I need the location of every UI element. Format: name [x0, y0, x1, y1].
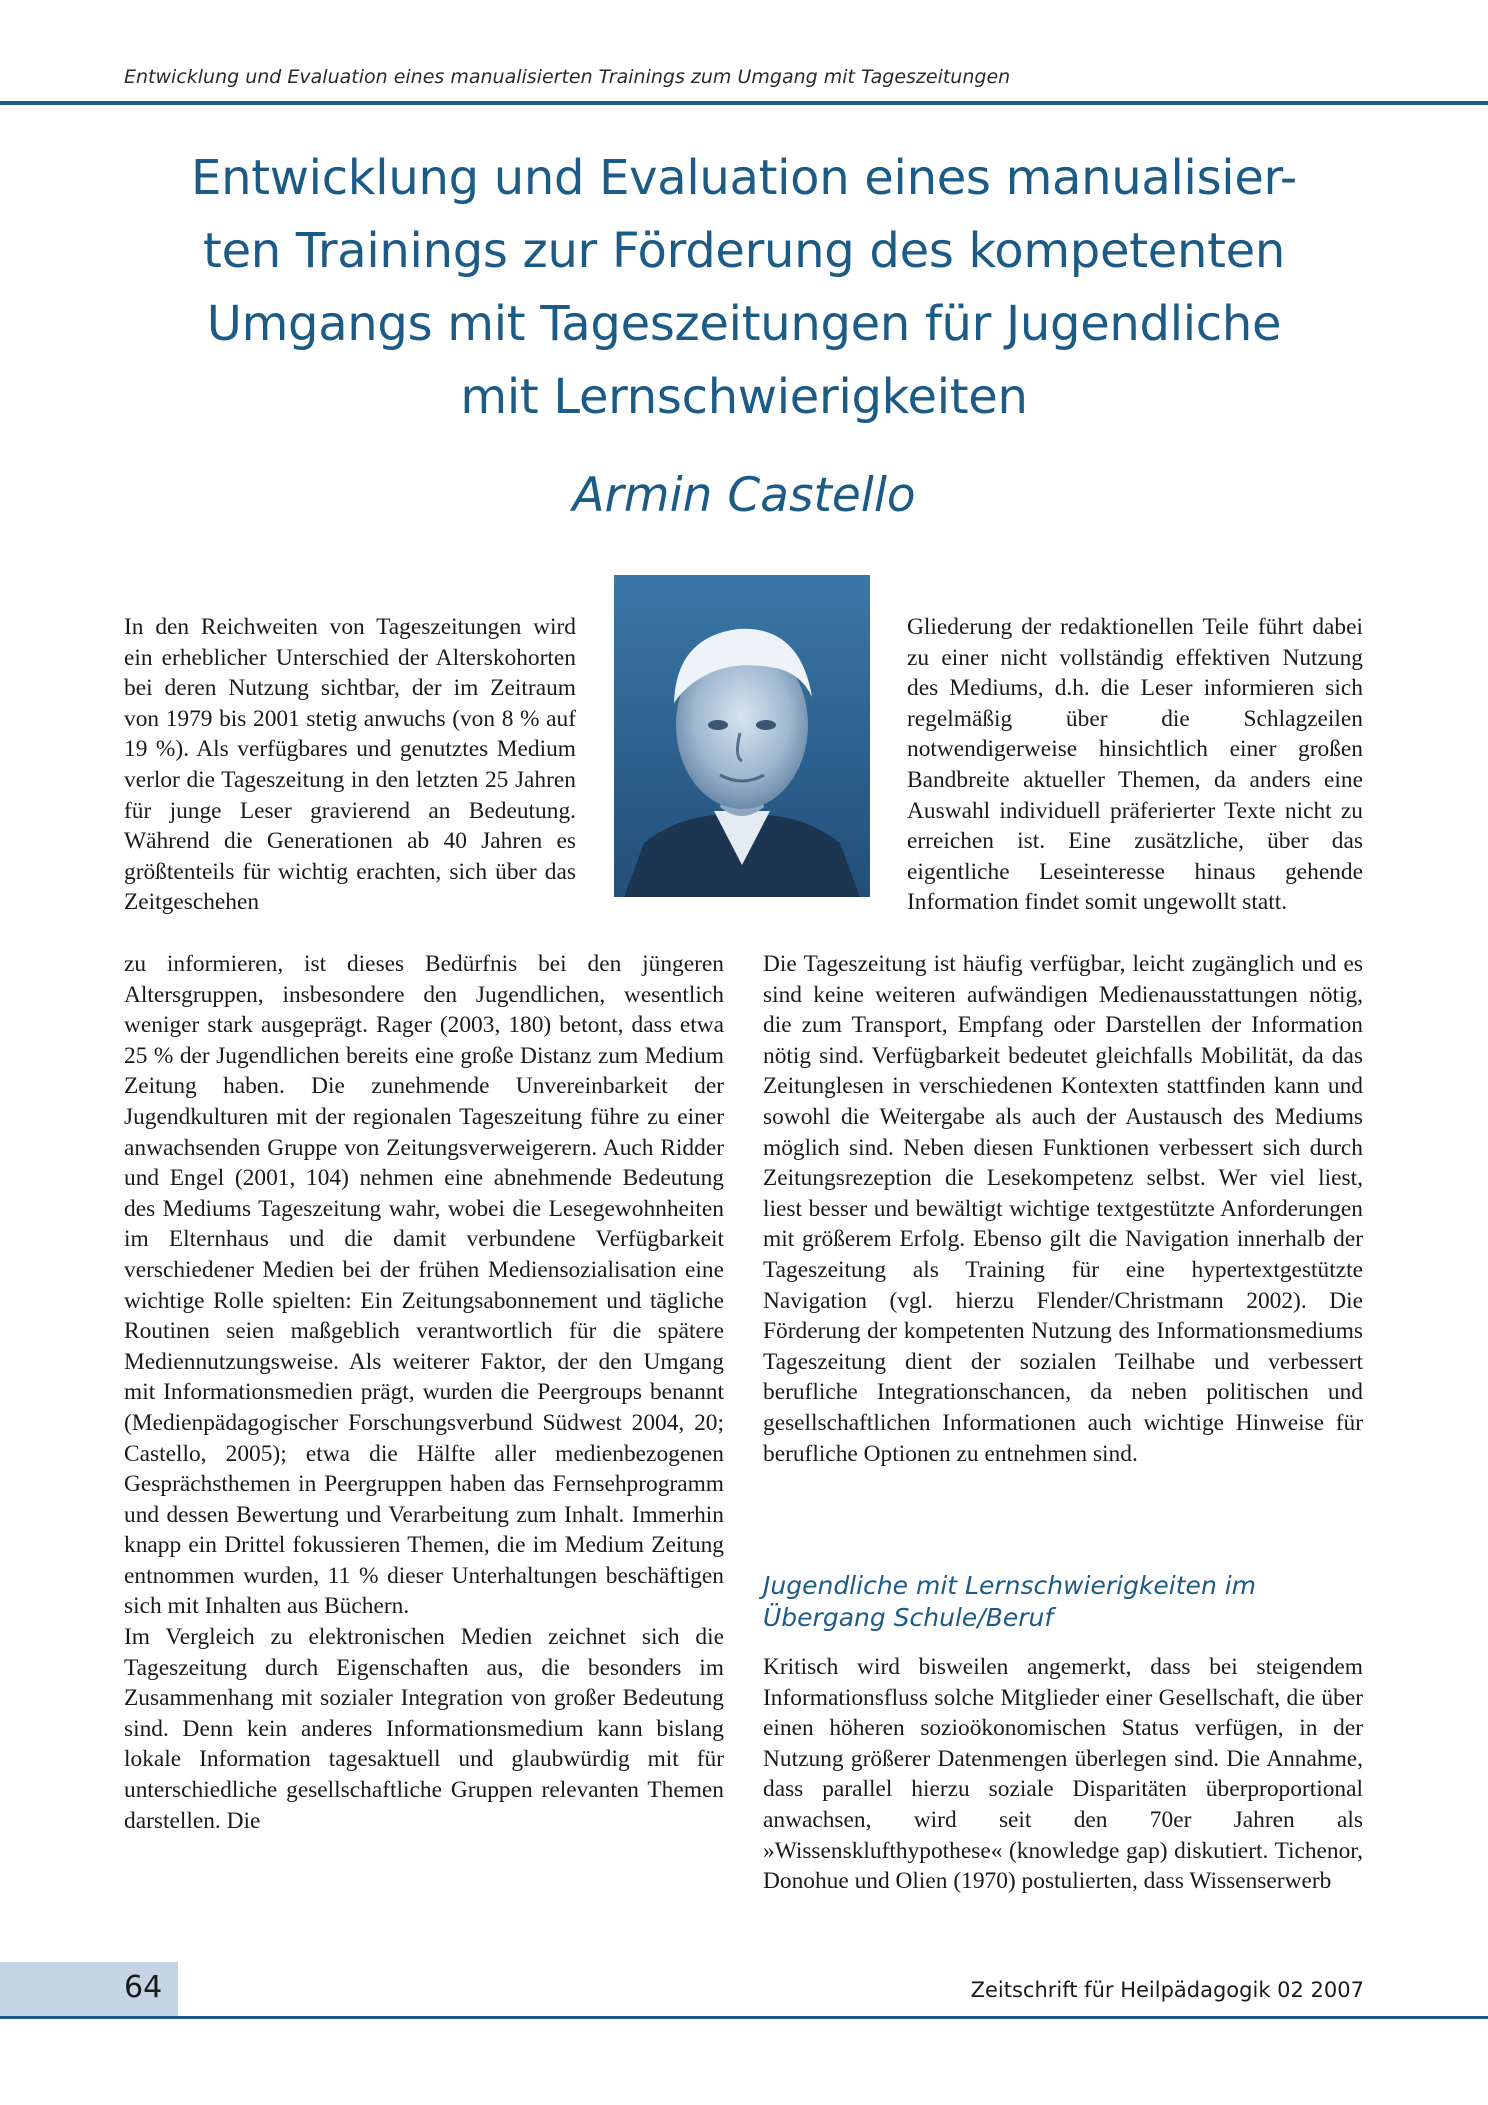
paragraph: Kritisch wird bisweilen angemerkt, dass bei steigendem Informationsfluss solche Mitglieder einer Gesellschaft, die über einen höheren sozioökonomischen Status verfügen, in der Nutzung größerer Datenmengen überlegen sind. Die Annahme, dass parallel hierzu soziale Disparitäten überproportional anwachsen, wird seit den 70er Jahren als »Wissensklufthypothese« (knowledge gap) diskutiert. Tichenor, Donohue und Olien (1970) postulierten, dass Wissenserwerb — [763, 1654, 1363, 1895]
right-column-bottom — [763, 949, 1363, 1469]
page-number: 64 — [124, 1970, 163, 2005]
header-rule — [0, 101, 1488, 105]
paragraph: In den Reichweiten von Tageszeitungen wird ein erheblicher Unterschied der Alterskohorten bei deren Nutzung sichtbar, der im Zeitraum von 1979 bis 2001 stetig anwuchs (von 8 % auf 19 %). Als verfügbares und genutztes Medium verlor die Tageszeitung in den letzten 25 Jahren für junge Leser gravierend an Bedeutung. Während die Generationen ab 40 Jahren es größtenteils für wichtig erachten, sich über das Zeitgeschehen — [124, 614, 576, 916]
paragraph: Die Tageszeitung ist häufig verfügbar, leicht zugänglich und es sind keine weiteren aufwändigen Medienausstattungen nötig, die zum Transport, Empfang oder Darstellen der Information nötig sind. Verfügbarkeit bedeutet gleichfalls Mobilität, da das Zeitunglesen in verschiedenen Kontexten stattfinden kann und sowohl die Weitergabe als auch der Austausch des Mediums möglich sind. Neben diesen Funktionen verbessert sich durch Zeitungsrezeption die Lesekompetenz selbst. Wer viel liest, liest besser und bewältigt wichtige textgestützte Anforderungen mit größerem Erfolg. Ebenso gilt die Navigation innerhalb der Tageszeitung als Training für eine hypertextgestützte Navigation (vgl. hierzu Flender/Christmann 2002). Die Förderung der kompetenten Nutzung des Informationsmediums Tageszeitung dient der sozialen Teilhabe und verbessert berufliche Integrationschancen, da neben politischen und gesellschaftlichen Informationen auch wichtige Hinweise für berufliche Optionen zu entnehmen sind. — [763, 951, 1363, 1467]
section-body — [763, 1652, 1363, 1897]
paragraph: zu informieren, ist dieses Bedürfnis bei den jüngeren Altersgruppen, insbesondere den Jugendlichen, wesentlich weniger stark ausgeprägt. Rager (2003, 180) betont, dass etwa 25 % der Jugendlichen bereits eine große Distanz zum Medium Zeitung haben. Die zunehmende Unvereinbarkeit der Jugendkulturen mit der regionalen Tageszeitung führe zu einer anwachsenden Gruppe von Zeitungsverweigerern. Auch Ridder und Engel (2001, 104) nehmen eine abnehmende Bedeutung des Mediums Tageszeitung wahr, wobei die Lesegewohnheiten im Elternhaus und die damit verbundene Verfügbarkeit verschiedener Medien bei der frühen Mediensozialisation eine wichtige Rolle spielten: Ein Zeitungsabonnement und tägliche Routinen seien maßgeblich verantwortlich für die spätere Mediennutzungsweise. Als weiterer Faktor, der den Umgang mit Informationsmedien prägt, wurden die Peergroups benannt (Medienpädagogischer Forschungsverbund Südwest 2004, 20; Castello, 2005); etwa die Hälfte aller medienbezogenen Gesprächsthemen in Peergruppen haben das Fernsehprogramm und dessen Bewertung und Verarbeitung zum Inhalt. Immerhin knapp ein Drittel fokussieren Themen, die im Medium Zeitung entnommen wurden, 11 % dieser Unterhaltungen beschäftigen sich mit Inhalten aus Büchern. — [124, 951, 724, 1620]
title-line: mit Lernschwierigkeiten — [460, 369, 1028, 425]
author-photo — [614, 575, 870, 897]
paragraph: Im Vergleich zu elektronischen Medien zeichnet sich die Tageszeitung durch Eigenschaften aus, die besonders im Zusammenhang mit sozialer Integration von großer Bedeutung sind. Denn kein anderes Informationsmedium kann bislang lokale Information tagesaktuell und glaubwürdig mit für unterschiedliche gesellschaftliche Gruppen relevanten Themen darstellen. Die — [124, 1624, 724, 1834]
title-line: ten Trainings zur Förderung des kompetenten — [203, 223, 1285, 279]
right-column-top — [907, 612, 1363, 918]
author-name: Armin Castello — [572, 468, 916, 523]
footer-rule — [0, 2016, 1488, 2019]
left-column-bottom — [124, 949, 724, 1836]
article-title — [80, 142, 1408, 434]
journal-citation: Zeitschrift für Heilpädagogik 02 2007 — [970, 1978, 1364, 2002]
section-heading: Jugendliche mit Lernschwierigkeiten im Übergang Schule/Beruf — [763, 1571, 1257, 1632]
author-portrait-image — [614, 575, 870, 897]
paragraph: Gliederung der redaktionellen Teile führt dabei zu einer nicht vollständig effektiven Nutzung des Mediums, d.h. die Leser informieren sich regelmäßig über die Schlagzeilen notwendigerweise hinsichtlich einer großen Bandbreite aktueller Themen, da anders eine Auswahl individuell präferierter Texte nicht zu erreichen ist. Eine zusätzliche, über das eigentliche Leseinteresse hinaus gehende Information findet somit ungewollt statt. — [907, 614, 1363, 916]
left-column-top — [124, 612, 576, 918]
title-line: Entwicklung und Evaluation eines manualisier- — [191, 150, 1297, 206]
title-line: Umgangs mit Tageszeitungen für Jugendliche — [206, 296, 1282, 352]
running-header: Entwicklung und Evaluation eines manualisierten Trainings zum Umgang mit Tageszeitungen — [124, 66, 1011, 88]
